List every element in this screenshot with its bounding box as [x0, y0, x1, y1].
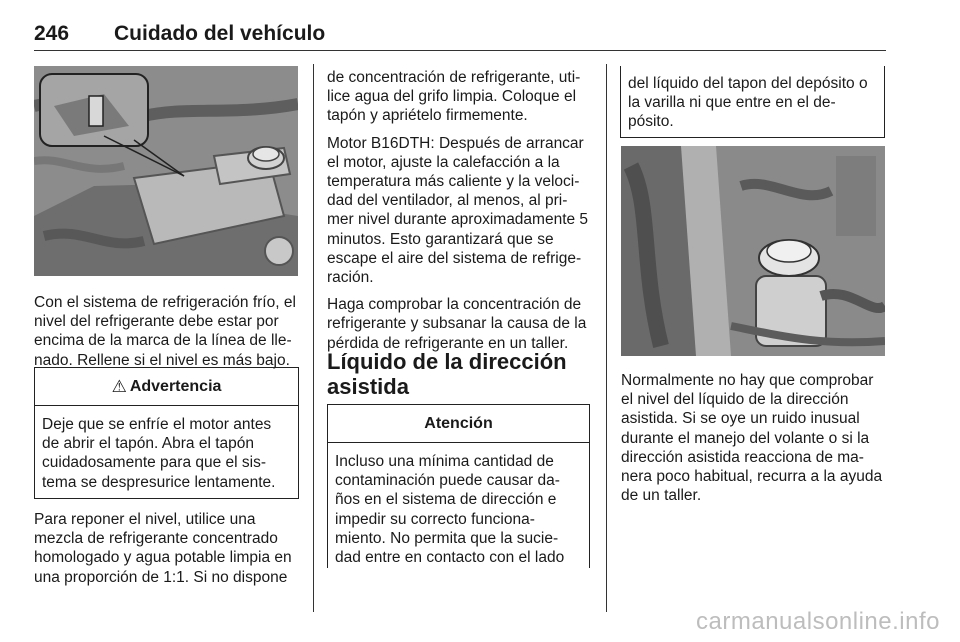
attention-box [327, 404, 590, 568]
column-divider [606, 64, 607, 612]
engine-illustration [34, 66, 298, 276]
body-paragraph: Para reponer el nivel, utilice una mezcla de refrigerante concentrado homologado y agua potable limpia en una proporción de 1:1. Si no dispone [34, 511, 292, 586]
column-3-text [621, 371, 887, 513]
warning-title: Advertencia [129, 377, 222, 395]
page-number: 246 [34, 22, 70, 45]
column-divider [313, 64, 314, 612]
column-2-text [327, 68, 593, 361]
attention-text: Incluso una mínima cantidad de contaminación puede causar da-ños en el sistema de dirección e impedir su correcto funciona-miento. No permita que la sucie-dad entre en contacto con el lado [335, 453, 565, 567]
header-divider [34, 50, 886, 51]
watermark: carmanualsonline.info [696, 608, 940, 635]
section-heading: Líquido de la dirección asistida [327, 349, 567, 399]
column-1-text-lower [34, 510, 300, 595]
attention-title: Atención [328, 405, 589, 443]
warning-text: Deje que se enfríe el motor antes de abrir el tapón. Abra el tapón cuidadosamente para que el sis-tema se despresurice lentamente. [42, 416, 276, 491]
attention-continuation-text: del líquido del tapon del depósito o la varilla ni que entre en el de-pósito. [628, 75, 868, 131]
column-1-text [34, 293, 300, 378]
engine-coolant-image [34, 66, 298, 276]
body-paragraph: de concentración de refrigerante, uti-lice agua del grifo limpia. Coloque el tapón y apriételo firmemente. [327, 69, 581, 125]
body-paragraph: Con el sistema de refrigeración frío, el nivel del refrigerante debe estar por encima de la marca de la línea de lle-nado. Rellene si el nivel es más bajo. [34, 294, 296, 369]
section-title: Cuidado del vehículo [114, 22, 326, 45]
warning-header [35, 368, 298, 406]
body-paragraph: Motor B16DTH: Después de arrancar el motor, ajuste la calefacción a la temperatura más caliente y la veloci-dad del ventilador, al menos, al pri-mer nivel durante aproximadamente 5 minutos. Esto garantizará que se escape el aire del sistema de refrige-ración. [327, 134, 589, 287]
reservoir-illustration [621, 146, 885, 356]
body-paragraph: Normalmente no hay que comprobar el nivel del líquido de la dirección asistida. Si se oye un ruido inusual durante el manejo del volante o si la dirección asistida reacciona de ma-nera poco habitual, recurra a la ayuda de un taller. [621, 372, 883, 505]
steering-reservoir-image [621, 146, 885, 356]
body-paragraph: Haga comprobar la concentración de refrigerante y subsanar la causa de la pérdida de refrigerante en un taller. [327, 296, 587, 352]
page-header [34, 22, 886, 52]
attention-box-continued [620, 66, 885, 138]
warning-triangle-icon: ⚠ [111, 376, 127, 396]
warning-box [34, 367, 299, 499]
